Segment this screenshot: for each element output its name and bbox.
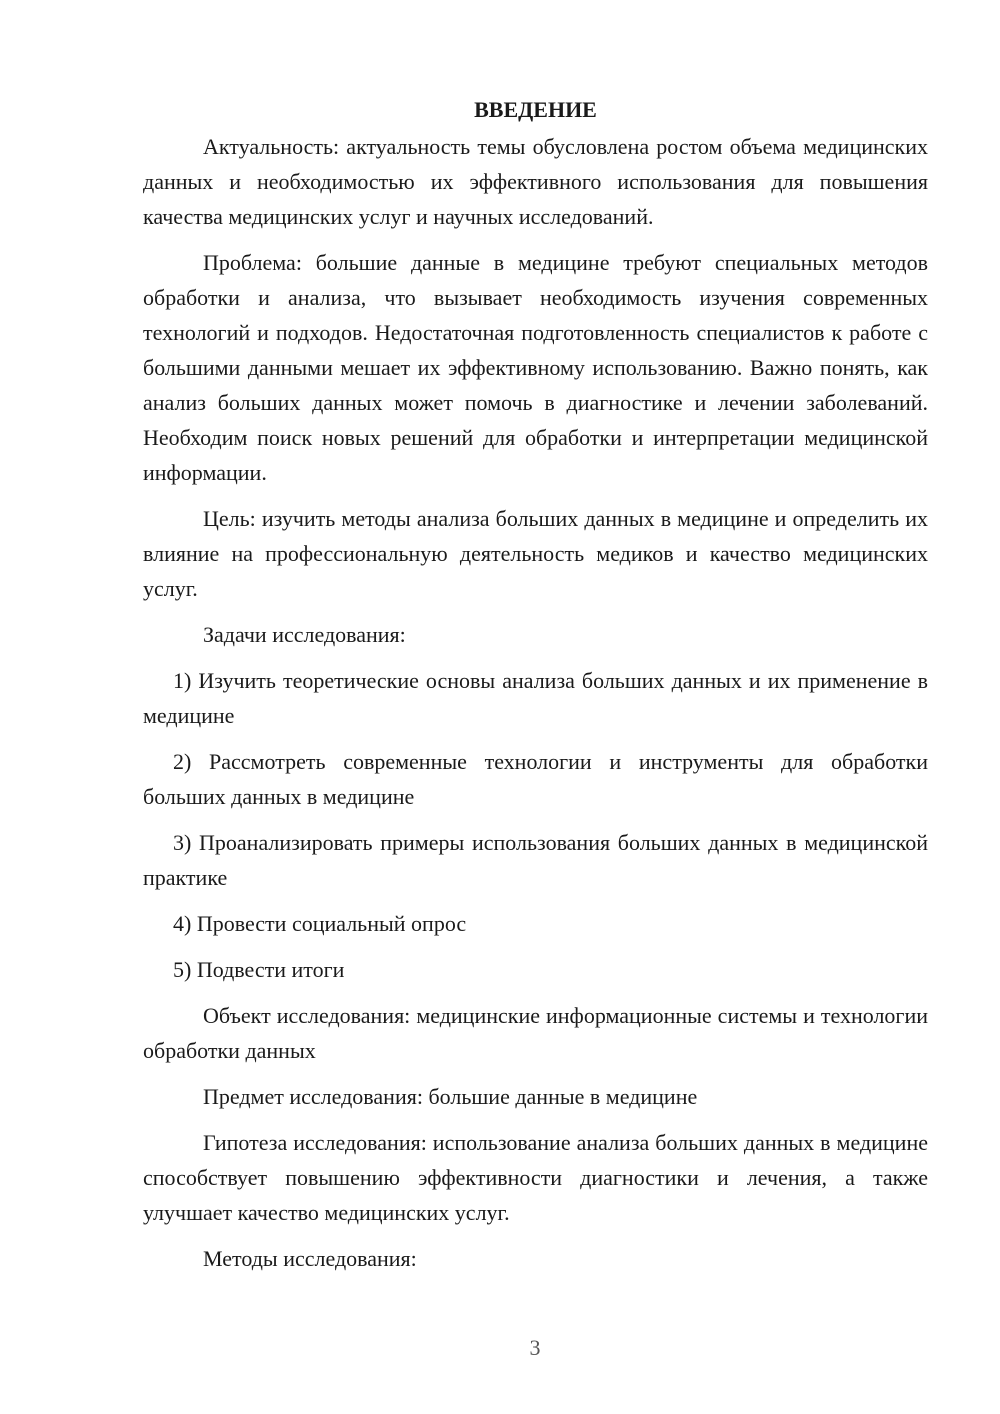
task-item-4: 4) Провести социальный опрос [173, 911, 467, 936]
hypothesis-paragraph: Гипотеза исследования: использование анализа больших данных в медицине способствует повышению эффективности диагностики и лечения, а также улучшает качество медицинских услуг. [143, 1130, 928, 1225]
relevance-paragraph: Актуальность: актуальность темы обусловлена ростом объема медицинских данных и необходимостью их эффективного использования для повышения качества медицинских услуг и научных исследований. [143, 134, 928, 229]
problem-paragraph: Проблема: большие данные в медицине требуют специальных методов обработки и анализа, что вызывает необходимость изучения современных технологий и подходов. Недостаточная подготовленность специалистов к работе с большими данными мешает их эффективному использованию. Важно понять, как анализ больших данных может помочь в диагностике и лечении заболеваний. Необходим поиск новых решений для обработки и интерпретации медицинской информации. [143, 250, 928, 485]
task-item-2: 2) Рассмотреть современные технологии и инструменты для обработки больших данных в медицине [143, 749, 928, 809]
task-item-5: 5) Подвести итоги [173, 957, 345, 982]
methods-heading: Методы исследования: [203, 1246, 417, 1271]
subject-paragraph: Предмет исследования: большие данные в медицине [203, 1084, 698, 1109]
tasks-heading: Задачи исследования: [203, 622, 406, 647]
page-number: 3 [529, 1335, 541, 1360]
goal-paragraph: Цель: изучить методы анализа больших данных в медицине и определить их влияние на профессиональную деятельность медиков и качество медицинских услуг. [143, 506, 928, 601]
object-paragraph: Объект исследования: медицинские информационные системы и технологии обработки данных [143, 1003, 928, 1063]
page-content [143, 92, 928, 1287]
section-title: ВВЕДЕНИЕ [474, 97, 597, 122]
task-item-3: 3) Проанализировать примеры использования больших данных в медицинской практике [143, 830, 928, 890]
task-item-1: 1) Изучить теоретические основы анализа больших данных и их применение в медицине [143, 668, 928, 728]
